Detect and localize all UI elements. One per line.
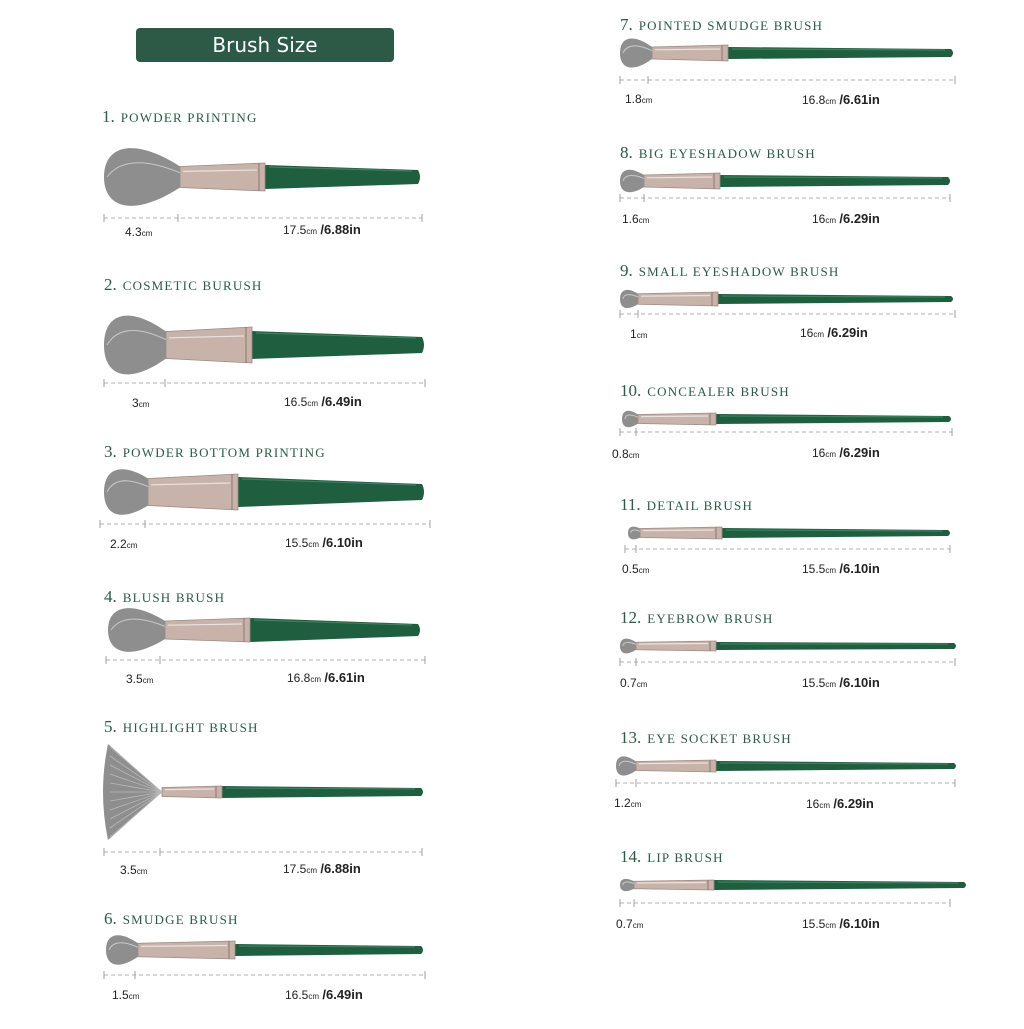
length-cm-value: 16.8 [287, 671, 311, 685]
head-size-value: 1.6 [622, 212, 639, 226]
length-in-value: /6.10in [839, 561, 880, 576]
length-cm-value: 16 [812, 446, 826, 460]
unit-cm: cm [141, 229, 153, 238]
length-in-value: /6.10in [839, 916, 880, 931]
brush-name: POWDER PRINTING [120, 110, 258, 125]
unit-cm: cm [306, 866, 318, 875]
head-size-value: 3.5 [126, 672, 143, 686]
brush-name: COSMETIC BURUSH [122, 278, 263, 293]
unit-cm: cm [628, 451, 640, 460]
unit-cm: cm [636, 331, 648, 340]
unit-cm: cm [636, 680, 648, 689]
length-cm-value: 16.5 [285, 988, 309, 1002]
brush-name: EYEBROW BRUSH [647, 611, 774, 626]
head-size-value: 3.5 [120, 863, 137, 877]
unit-cm: cm [819, 801, 831, 810]
unit-cm: cm [638, 216, 650, 225]
length-in-value: /6.61in [839, 92, 880, 107]
length-cm-value: 16.5 [284, 395, 308, 409]
brush-number: 2. [104, 275, 117, 294]
unit-cm: cm [825, 216, 837, 225]
head-size-value: 0.8 [612, 447, 629, 461]
head-size-value: 1.8 [625, 92, 642, 106]
length-cm-value: 16 [806, 797, 820, 811]
length-in-value: /6.10in [322, 535, 363, 550]
length-cm-value: 15.5 [285, 536, 309, 550]
brush-number: 3. [104, 442, 117, 461]
length-in-value: /6.49in [322, 987, 363, 1002]
brush-handle [714, 880, 966, 890]
brush-number: 4. [104, 587, 117, 606]
head-size-value: 0.7 [620, 676, 637, 690]
unit-cm: cm [813, 330, 825, 339]
brush-name: HIGHLIGHT BRUSH [122, 720, 259, 735]
length-in-value: /6.88in [320, 222, 361, 237]
head-size-value: 0.5 [622, 562, 639, 576]
unit-cm: cm [825, 566, 837, 575]
unit-cm: cm [825, 921, 837, 930]
length-in-value: /6.29in [827, 325, 868, 340]
unit-cm: cm [126, 541, 138, 550]
head-size-label [616, 917, 643, 931]
head-size-value: 3 [132, 396, 139, 410]
brush-number: 8. [620, 143, 633, 162]
length-cm-value: 15.5 [802, 676, 826, 690]
head-size-value: 1.2 [614, 796, 631, 810]
length-in-value: /6.29in [833, 796, 874, 811]
unit-cm: cm [138, 400, 150, 409]
measurement-line [620, 899, 950, 907]
length-in-value: /6.61in [324, 670, 365, 685]
head-size-value: 2.2 [110, 537, 127, 551]
brush-number: 10. [620, 381, 642, 400]
brush-ferrule [634, 880, 714, 890]
brush-number: 1. [102, 107, 115, 126]
length-in-value: /6.49in [321, 394, 362, 409]
unit-cm: cm [306, 227, 318, 236]
unit-cm: cm [638, 566, 650, 575]
unit-cm: cm [307, 399, 319, 408]
brush-number: 9. [620, 261, 633, 280]
unit-cm: cm [632, 921, 644, 930]
head-size-value: 1 [630, 327, 637, 341]
brush-number: 11. [620, 495, 641, 514]
brush-bristles [620, 879, 634, 891]
brush-name: POWDER BOTTOM PRINTING [122, 445, 326, 460]
length-cm-value: 16 [800, 326, 814, 340]
brush-name: POINTED SMUDGE BRUSH [638, 18, 824, 33]
brush-name: SMUDGE BRUSH [122, 912, 239, 927]
unit-cm: cm [825, 97, 837, 106]
unit-cm: cm [142, 676, 154, 685]
length-cm-value: 15.5 [802, 562, 826, 576]
brush-number: 5. [104, 717, 117, 736]
unit-cm: cm [310, 675, 322, 684]
length-cm-value: 16.8 [802, 93, 826, 107]
brush-name: BIG EYESHADOW BRUSH [638, 146, 816, 161]
unit-cm: cm [308, 992, 320, 1001]
head-size-value: 1.5 [112, 988, 129, 1002]
brush-name: SMALL EYESHADOW BRUSH [638, 264, 840, 279]
length-in-value: /6.10in [839, 675, 880, 690]
length-in-value: /6.29in [839, 211, 880, 226]
unit-cm: cm [825, 680, 837, 689]
length-in-value: /6.88in [320, 861, 361, 876]
brush-name: DETAIL BRUSH [646, 498, 754, 513]
brush-number: 7. [620, 15, 633, 34]
unit-cm: cm [308, 540, 320, 549]
length-cm-value: 17.5 [283, 862, 307, 876]
brush-name: BLUSH BRUSH [122, 590, 226, 605]
brush-number: 13. [620, 728, 642, 747]
head-size-value: 4.3 [125, 225, 142, 239]
brush-number: 14. [620, 847, 642, 866]
unit-cm: cm [825, 450, 837, 459]
unit-cm: cm [136, 867, 148, 876]
unit-cm: cm [630, 800, 642, 809]
unit-cm: cm [128, 992, 140, 1001]
brush-name: LIP BRUSH [647, 850, 724, 865]
page-title: Brush Size [136, 28, 394, 62]
length-in-value: /6.29in [839, 445, 880, 460]
length-cm-value: 15.5 [802, 917, 826, 931]
length-cm-value: 17.5 [283, 223, 307, 237]
brush-number: 6. [104, 909, 117, 928]
length-label [802, 916, 880, 931]
brush-name: CONCEALER BRUSH [647, 384, 790, 399]
head-size-value: 0.7 [616, 917, 633, 931]
length-cm-value: 16 [812, 212, 826, 226]
brush-name: EYE SOCKET BRUSH [647, 731, 792, 746]
brush-number: 12. [620, 608, 642, 627]
unit-cm: cm [641, 96, 653, 105]
